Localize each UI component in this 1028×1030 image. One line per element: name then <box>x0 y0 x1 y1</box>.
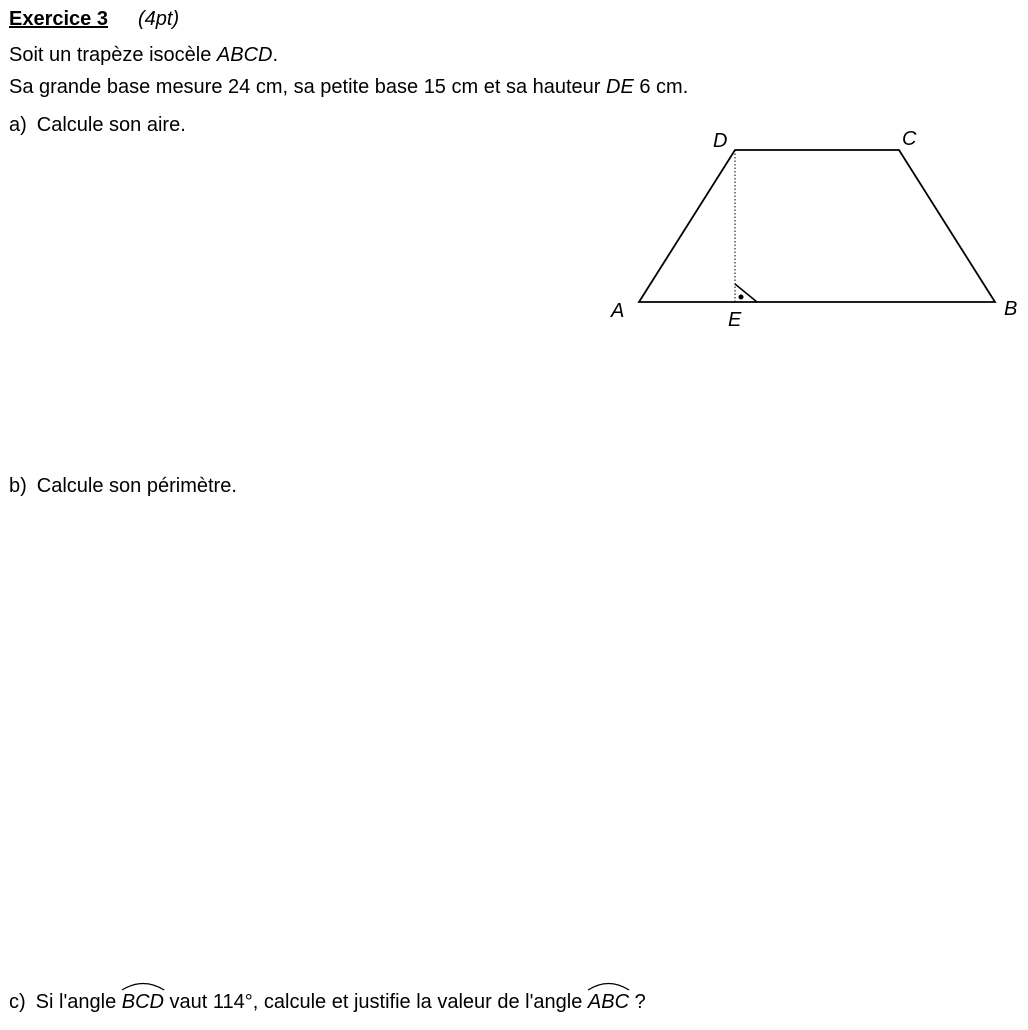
question-a-text: Calcule son aire. <box>36 114 186 136</box>
question-b-label: b) <box>9 475 27 497</box>
point-label-e: E <box>728 309 742 331</box>
point-label-d: D <box>713 130 728 152</box>
point-label-b: B <box>1004 298 1018 320</box>
question-a <box>9 113 186 137</box>
angle-bcd-label: BCD <box>121 991 164 1013</box>
question-c-text-1: Si l'angle <box>35 991 122 1013</box>
question-a-label: a) <box>9 114 27 136</box>
angle-bcd-hat <box>122 981 164 991</box>
exercise-title: Exercice 3 <box>9 8 108 30</box>
question-c <box>9 990 646 1014</box>
statement-line-2-suffix: 6 cm. <box>633 76 689 98</box>
statement-line-2-prefix: Sa grande base mesure 24 cm, sa petite base 15 cm et sa hauteur <box>9 76 607 98</box>
right-angle-dot <box>739 295 744 300</box>
trapezoid-outline <box>639 150 995 302</box>
statement-line-1-prefix: Soit un trapèze isocèle <box>9 44 217 66</box>
trapezoid-figure <box>600 120 1028 340</box>
question-b-text: Calcule son périmètre. <box>36 475 237 497</box>
question-c-label: c) <box>9 991 26 1013</box>
statement-line-1 <box>9 43 278 67</box>
question-c-text-2: vaut 114°, calcule et justifie la valeur de l'angle <box>164 991 588 1013</box>
point-label-c: C <box>902 128 917 150</box>
angle-abc <box>588 990 629 1014</box>
height-name: DE <box>606 76 634 98</box>
right-angle-marker <box>735 284 757 302</box>
angle-bcd <box>122 990 164 1014</box>
angle-abc-hat <box>588 981 629 991</box>
question-c-text-3: ? <box>629 991 646 1013</box>
angle-abc-label: ABC <box>587 991 630 1013</box>
trapezoid-name: ABCD <box>216 44 273 66</box>
question-b <box>9 474 237 498</box>
exercise-header <box>9 7 179 31</box>
statement-line-2 <box>9 75 688 99</box>
point-label-a: A <box>611 300 625 322</box>
exercise-points: (4pt) <box>137 8 180 30</box>
statement-line-1-suffix: . <box>272 44 279 66</box>
